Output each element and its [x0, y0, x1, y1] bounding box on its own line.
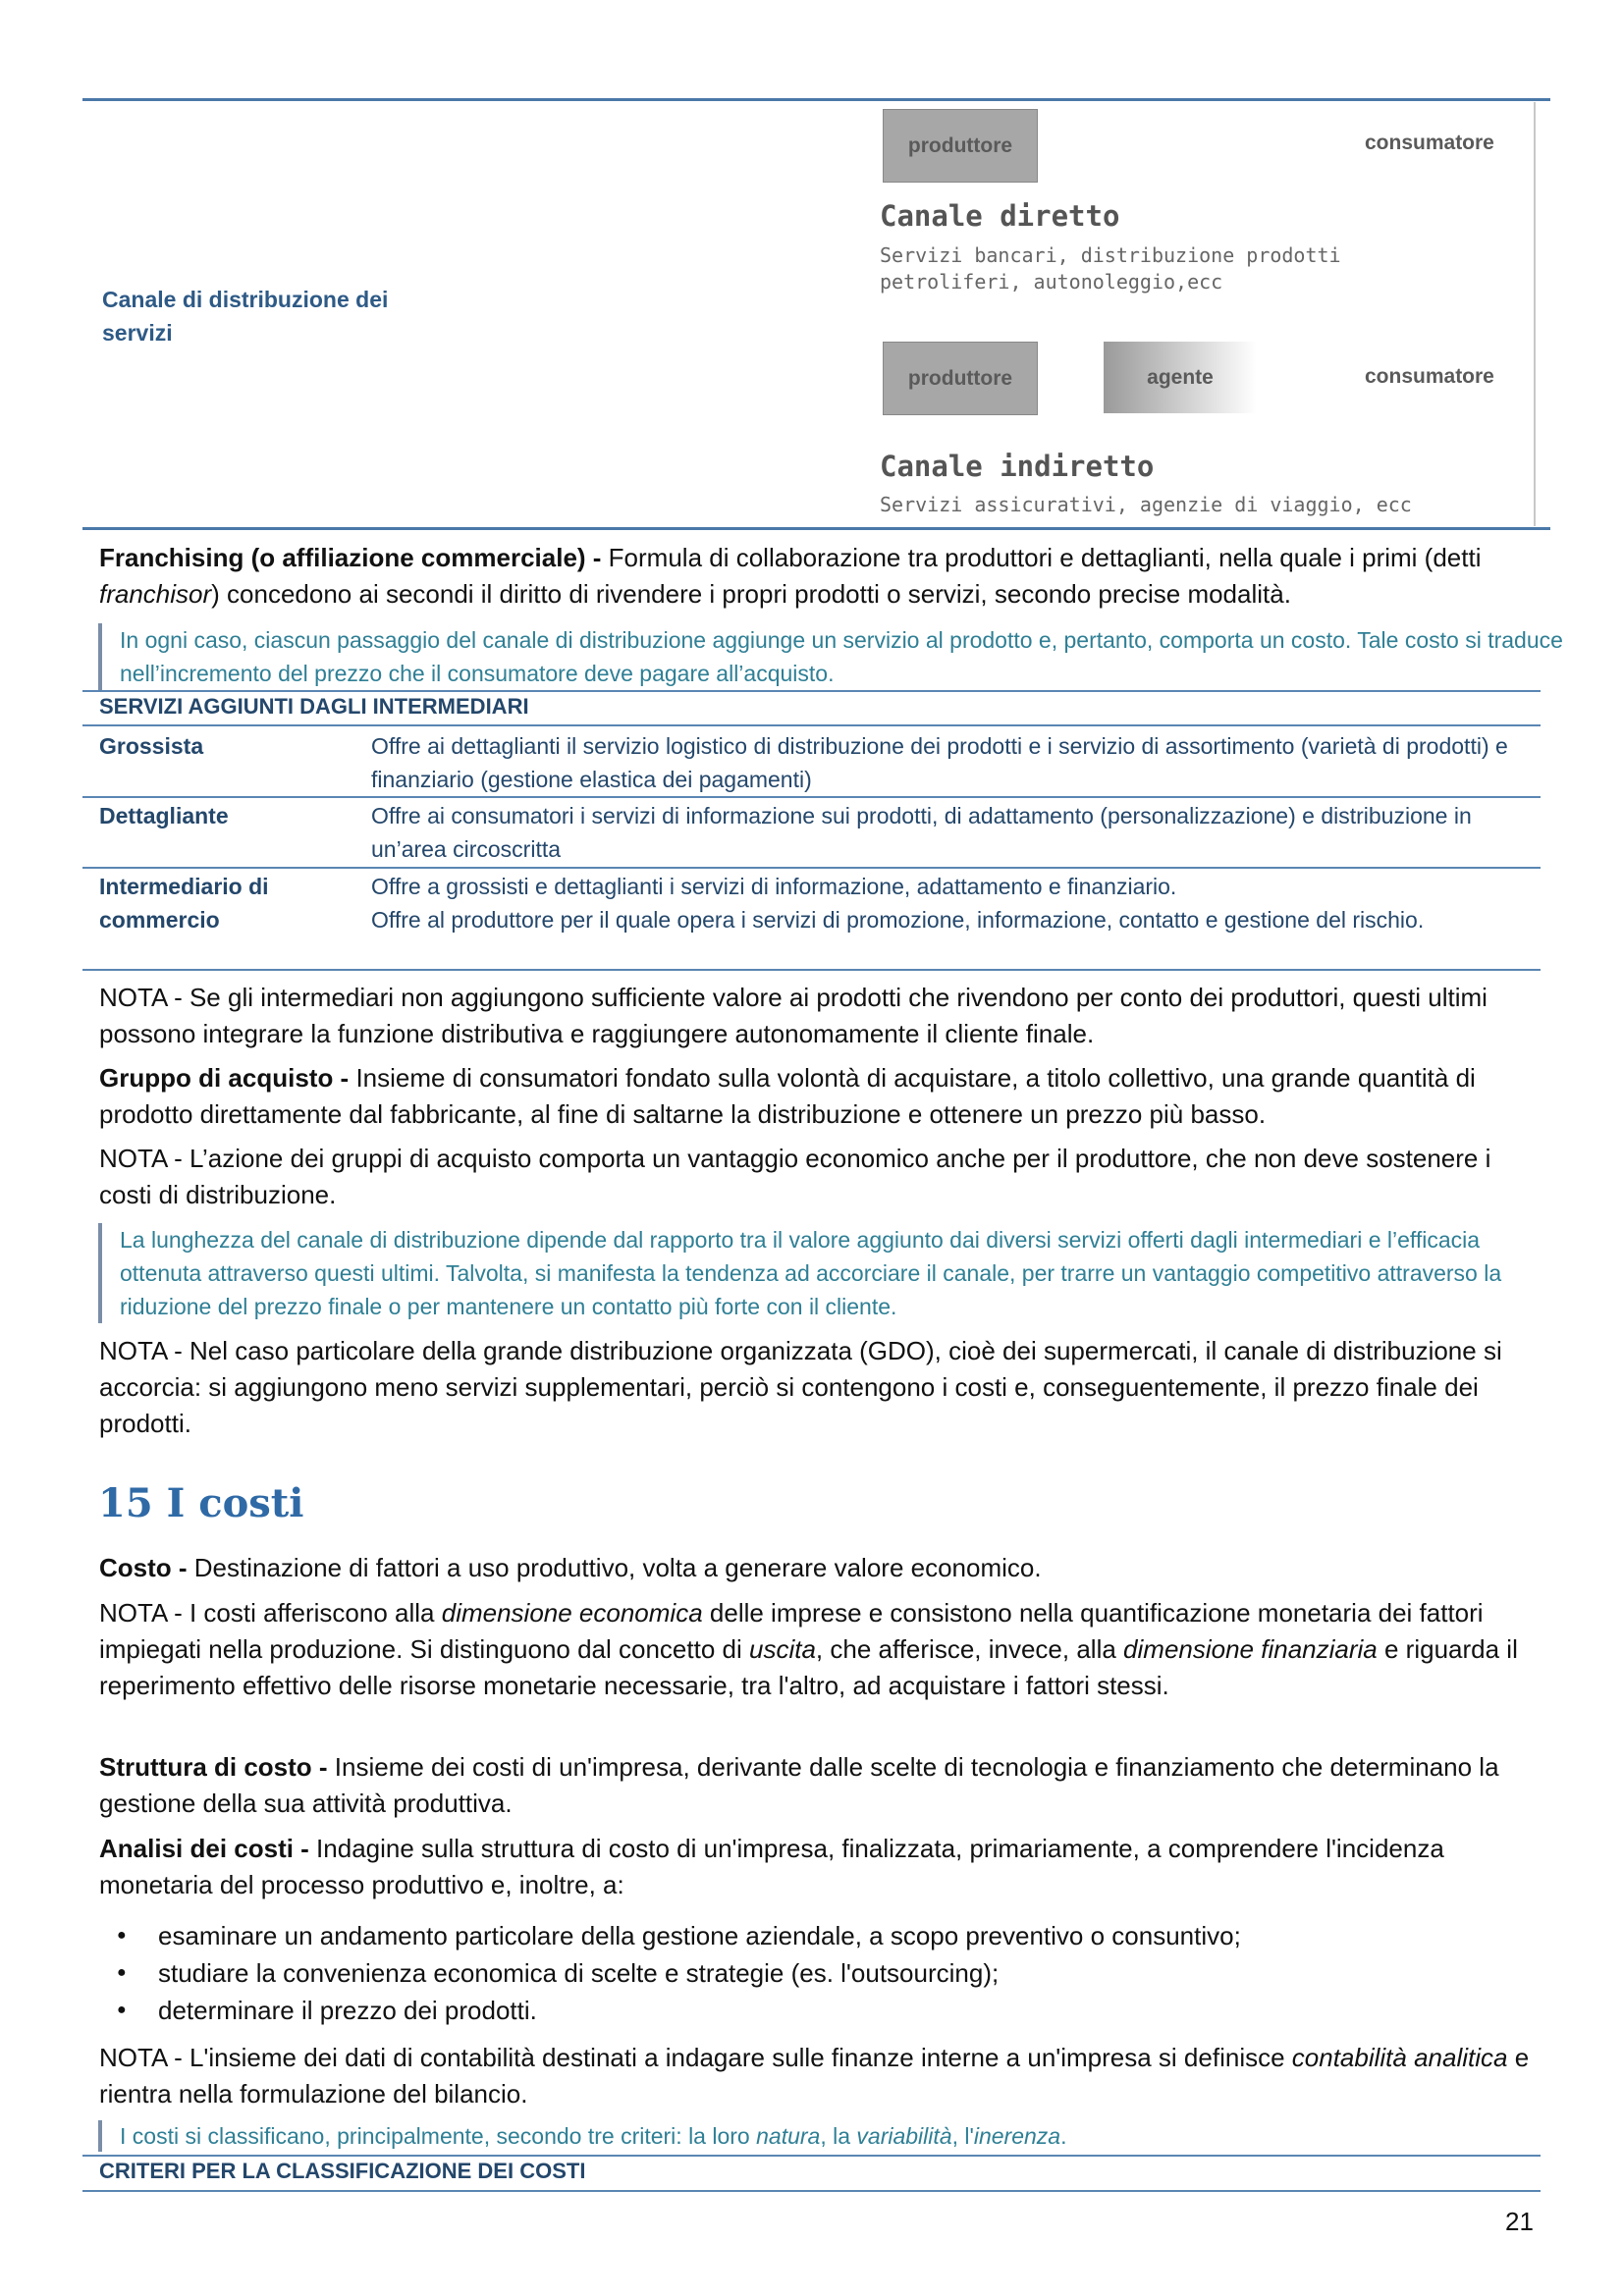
callout-lunghezza-canale: La lunghezza del canale di distribuzione dipende dal rapporto tra il valore aggiunto dai diversi servizi offerti dagli intermediari e l’efficacia ottenuta attraverso questi ultimi. Talvolta, si manifesta la tendenza ad accorciare il canale, per trarre un vantaggio competitivo attraverso la riduzione del prezzo finale o per mantenere un contatto più forte con il cliente. [98, 1223, 1563, 1323]
callout-criteri: I costi si classificano, principalmente, secondo tre criteri: la loro natura, la variabilità, l'inerenza. [98, 2120, 1563, 2152]
direct-desc: Servizi bancari, distribuzione prodotti petroliferi, autonoleggio,ecc [880, 243, 1341, 294]
nota-costi: NOTA - I costi afferiscono alla dimensione economica delle imprese e consistono nella quantificazione monetaria dei fattori impiegati nella produzione. Si distinguono dal concetto di uscita, che afferisce, invece, alla dimensione finanziaria e riguarda il reperimento effettivo delle risorse monetarie necessarie, tra l'altro, ad acquistare i fattori stessi. [99, 1598, 1518, 1700]
table-row-grossista-label: Grossista [99, 733, 204, 759]
top-rule [82, 98, 1550, 101]
direct-producer-box: produttore [883, 109, 1038, 183]
table-heading: SERVIZI AGGIUNTI DAGLI INTERMEDIARI [99, 694, 529, 719]
nota-gruppi-acquisto: NOTA - L’azione dei gruppi di acquisto comporta un vantaggio economico anche per il produttore, che non deve sostenere i costi di distribuzione. [99, 1144, 1491, 1209]
struttura-definition: Struttura di costo - Insieme dei costi di un'impresa, derivante dalle scelte di tecnologia e finanziamento che determinano la gestione della sua attività produttiva. [99, 1752, 1499, 1818]
franchising-definition: Franchising (o affiliazione commerciale) - Formula di collaborazione tra produttori e dettaglianti, nella quale i primi (detti franchisor) concedono ai secondi il diritto di rivendere i propri prodotti o servizi, secondo precise modalità. [99, 543, 1482, 609]
table-row-intermediario-desc-1: Offre a grossisti e dettaglianti i servizi di informazione, adattamento e finanziario. [371, 874, 1177, 899]
section-heading [98, 1480, 303, 1526]
direct-consumer-label: consumatore [1365, 132, 1494, 154]
table-bottom-rule [82, 969, 1541, 971]
criteri-bottom-rule [82, 2190, 1541, 2192]
table-row-dettagliante-label: Dettagliante [99, 803, 229, 828]
table-row-intermediario-desc-2: Offre al produttore per il quale opera i servizi di promozione, informazione, contatto e gestione del rischio. [371, 907, 1425, 933]
indirect-desc: Servizi assicurativi, agenzie di viaggio, ecc [880, 493, 1412, 516]
callout-cost-note: In ogni caso, ciascun passaggio del canale di distribuzione aggiunge un servizio al prodotto e, pertanto, comporta un costo. Tale costo si traduce nell’incremento del prezzo che il consumatore deve pagare all’acquisto. [98, 623, 1563, 690]
table-row-grossista-desc: Offre ai dettaglianti il servizio logistico di distribuzione dei prodotti e i servizio di assortimento (varietà di prodotti) e finanziario (gestione elastica dei pagamenti) [371, 733, 1508, 792]
gruppo-acquisto-definition: Gruppo di acquisto - Insieme di consumatori fondato sulla volontà di acquistare, a titolo collettivo, una grande quantità di prodotto direttamente dal fabbricante, al fine di saltarne la distribuzione e ottenere un prezzo più basso. [99, 1063, 1476, 1129]
franchising-term: Franchising (o affiliazione commerciale) - [99, 543, 602, 572]
table-row-rule [82, 796, 1541, 798]
indirect-title: Canale indiretto [880, 450, 1155, 483]
costo-definition: Costo - Destinazione di fattori a uso produttivo, volta a generare valore economico. [99, 1553, 1042, 1582]
table-top-rule [82, 690, 1541, 692]
analisi-definition: Analisi dei costi - Indagine sulla struttura di costo di un'impresa, finalizzata, primariamente, a comprendere l'incidenza monetaria del processo produttivo e, inoltre, a: [99, 1834, 1444, 1899]
indirect-consumer-label: consumatore [1365, 365, 1494, 388]
nota-contabilita: NOTA - L'insieme dei dati di contabilità destinati a indagare sulle finanze interne a un'impresa si definisce contabilità analitica e rientra nella formulazione del bilancio. [99, 2043, 1530, 2109]
indirect-agent-box: agente [1104, 342, 1257, 413]
nota-gdo: NOTA - Nel caso particolare della grande distribuzione organizzata (GDO), cioè dei supermercati, il canale di distribuzione si accorcia: si aggiungono meno servizi supplementari, perciò si contengono i costi e, conseguentemente, il prezzo finale dei prodotti. [99, 1336, 1502, 1438]
indirect-producer-box: produttore [883, 342, 1038, 415]
table-row-dettagliante-desc: Offre ai consumatori i servizi di informazione sui prodotti, di adattamento (personalizzazione) e distribuzione in un’area circoscritta [371, 803, 1472, 862]
list-item: ● studiare la convenienza economica di scelte e strategie (es. l'outsourcing); [99, 1954, 1513, 1992]
section-title: I costi [166, 1480, 304, 1526]
list-item: ● determinare il prezzo dei prodotti. [99, 1992, 1513, 2029]
direct-title: Canale diretto [880, 199, 1120, 233]
analisi-bullet-list [99, 1917, 1513, 2029]
nota-intermediari: NOTA - Se gli intermediari non aggiungono sufficiente valore ai prodotti che rivendono per conto dei produttori, questi ultimi possono integrare la funzione distributiva e raggiungere autonomamente il cliente finale. [99, 983, 1488, 1048]
list-item: ● esaminare un andamento particolare della gestione aziendale, a scopo preventivo o consuntivo; [99, 1917, 1513, 1954]
page-number: 21 [1505, 2207, 1534, 2236]
diagram-bottom-rule [82, 527, 1550, 530]
criteri-heading: CRITERI PER LA CLASSIFICAZIONE DEI COSTI [99, 2159, 586, 2183]
table-row-intermediario-label: Intermediario di commercio [99, 874, 269, 933]
table-row-rule [82, 867, 1541, 869]
table-heading-rule [82, 724, 1541, 726]
section-number: 15 [98, 1480, 153, 1526]
diagram-left-label: Canale di distribuzione dei servizi [102, 287, 389, 346]
criteri-top-rule [82, 2155, 1541, 2157]
